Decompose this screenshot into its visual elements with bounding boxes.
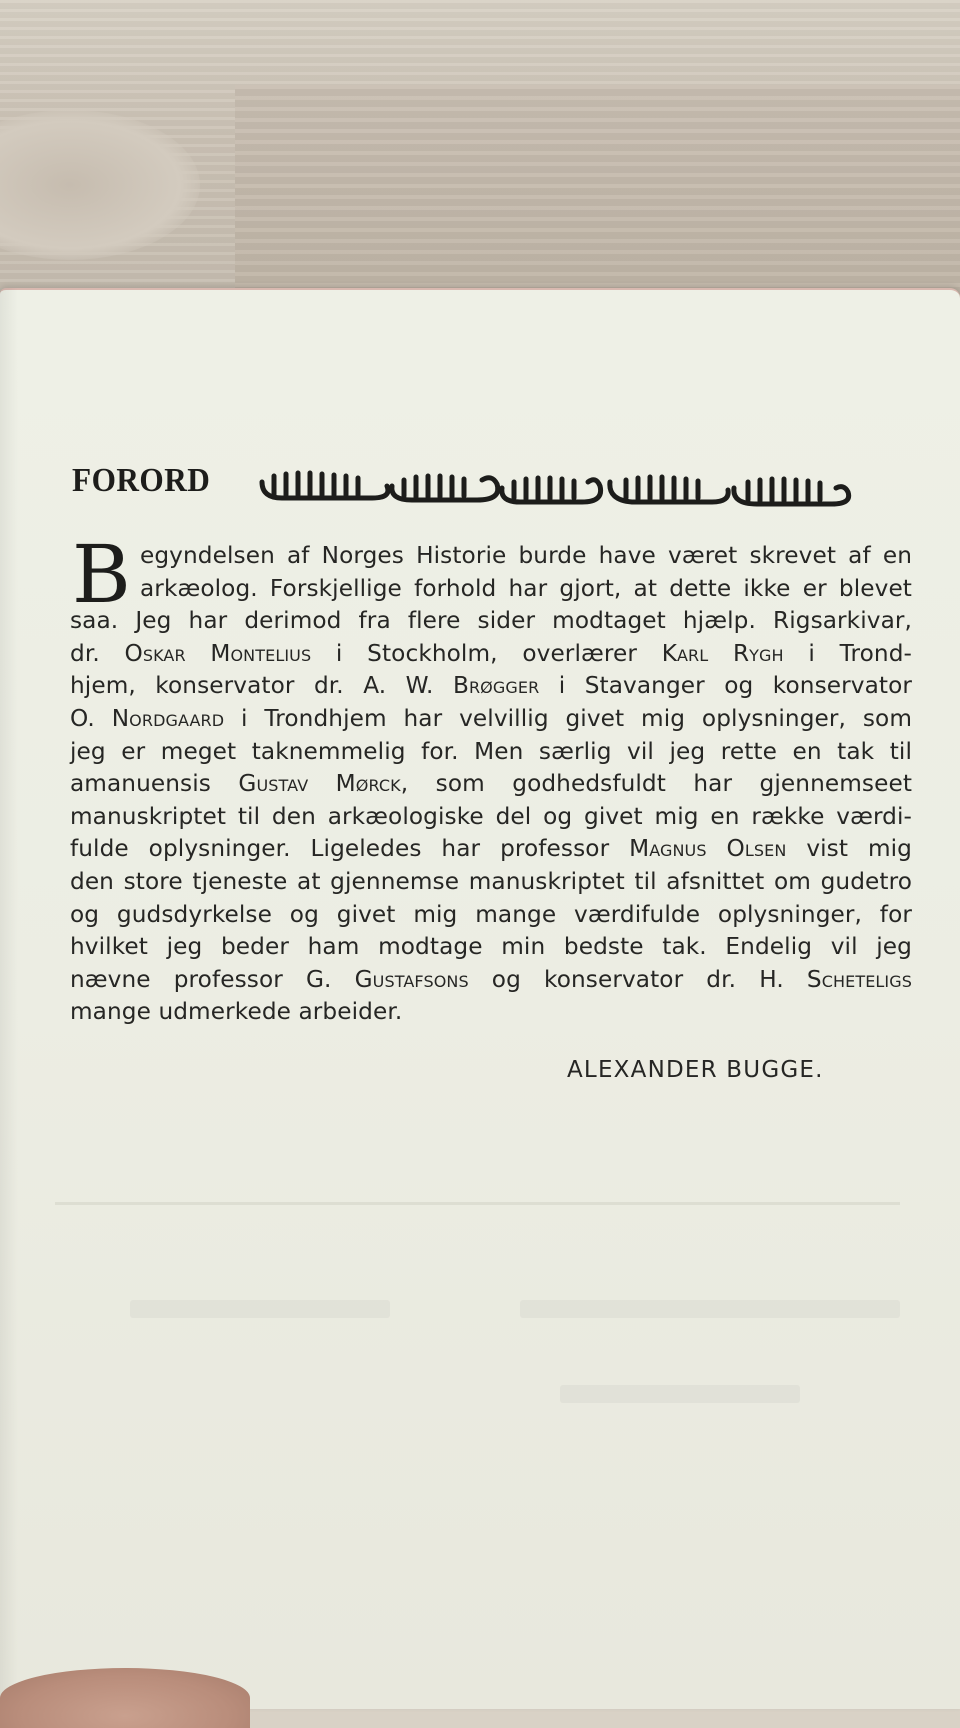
text-run: i Trondhjem har velvillig givet mig oplysninger, som [224,704,913,732]
text-run: og gudsdyrkelse og givet mig mange værdifulde oplysninger, for [70,900,912,928]
text-line [70,540,912,573]
show-through-text [560,1385,800,1403]
text-line [70,833,912,866]
text-run: hvilket jeg beder ham modtage min bedste tak. Endelig vil jeg [70,933,912,961]
drop-cap: B [72,528,131,621]
page-edge-shadow [0,288,18,1707]
text-line [70,605,912,638]
author-signature: ALEXANDER BUGGE. [567,1057,824,1083]
name-small-caps: Oskar Montelius [124,639,312,667]
name-small-caps: Brøgger [452,672,540,700]
text-line [70,768,912,801]
text-run: saa. Jeg har derimod fra flere sider modtaget hjælp. Rigsarkivar, [70,607,912,635]
text-line [70,736,912,769]
text-run: amanuensis [70,770,239,798]
text-run: O. [70,704,112,732]
heading-row [72,462,912,512]
text-run: i Stavanger og konservator [539,672,912,700]
name-small-caps: Magnus Olsen [629,835,787,863]
text-line [70,703,912,736]
wood-knot [0,110,200,260]
text-run: mange udmerkede arbeider. [70,998,403,1026]
table-plank [235,85,960,315]
text-run: i Stockholm, overlærer [311,639,662,667]
name-small-caps: Karl Rygh [661,639,784,667]
page-fold-line [55,1202,900,1205]
text-line [70,996,912,1029]
ornament-border [252,462,912,512]
text-run: dr. [70,639,125,667]
foreword-paragraph [70,540,912,1029]
text-line [70,899,912,932]
text-line [70,573,912,606]
text-run: , som godhedsfuldt har gjennemseet [400,770,913,798]
name-small-caps: Scheteligs [806,965,912,993]
text-run: hjem, konservator dr. A. W. [70,672,453,700]
name-small-caps: Nordgaard [111,704,225,732]
text-run: nævne professor G. [70,965,355,993]
text-line [70,866,912,899]
show-through-text [520,1300,900,1318]
text-run: arkæolog. Forskjellige forhold har gjort, at dette ikke er blevet [140,574,912,602]
text-run: jeg er meget taknemmelig for. Men særlig vil jeg rette en tak til [70,737,912,765]
text-line [70,964,912,997]
show-through-text [130,1300,390,1318]
text-run: den store tjeneste at gjennemse manuskriptet til afsnittet om gudetro [70,867,912,895]
text-run: egyndelsen af Norges Historie burde have været skrevet af en [140,542,912,569]
text-line [70,670,912,703]
name-small-caps: Gustav Mørck [238,770,401,798]
text-line [70,638,912,671]
text-run: manuskriptet til den arkæologiske del og givet mig en række værdi- [70,802,912,830]
text-run: fulde oplysninger. Ligeledes har professor [70,835,630,863]
text-line [70,801,912,834]
text-run: i Trond- [783,639,912,667]
name-small-caps: Gustafsons [354,965,469,993]
text-run: vist mig [786,835,912,863]
text-run: og konservator dr. H. [468,965,807,993]
page-title: FORORD [72,462,211,499]
text-line [70,931,912,964]
thumb [0,1668,250,1728]
